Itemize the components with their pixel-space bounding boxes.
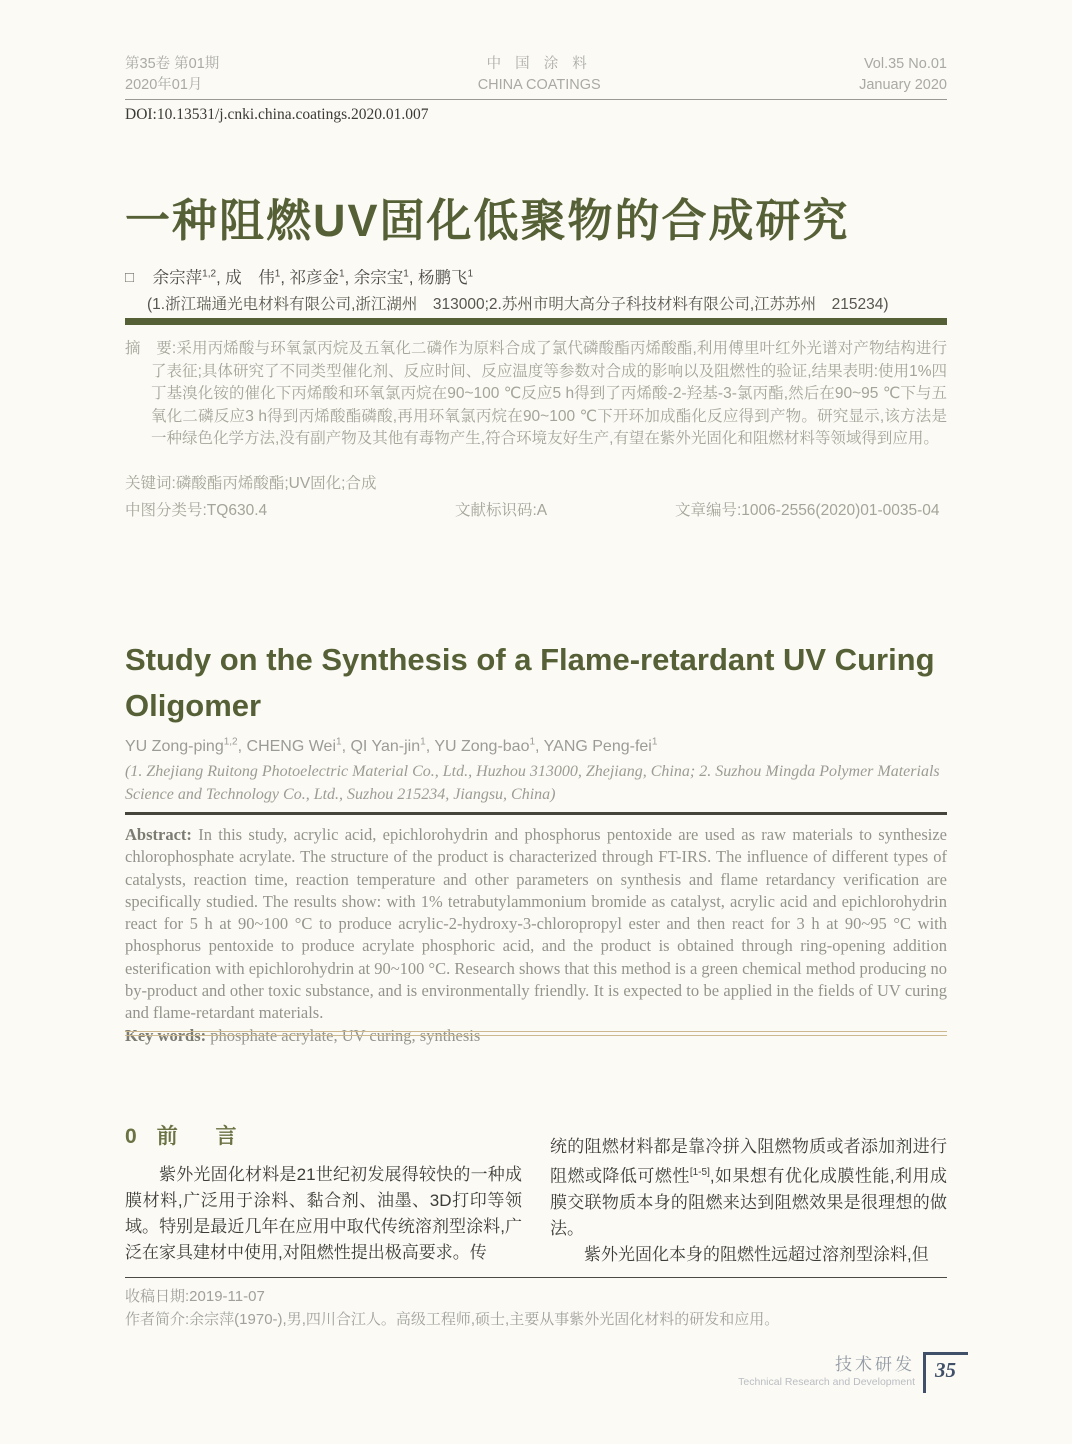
section-tag-en: Technical Research and Development: [738, 1376, 915, 1388]
author-bio: 作者简介:余宗萍(1970-),男,四川合江人。高级工程师,硕士,主要从事紫外光固化材料的研发和应用。: [125, 1311, 780, 1328]
date-cn: 2020年01月: [125, 77, 203, 93]
section-heading: [125, 1124, 522, 1150]
abstract-en-text: In this study, acrylic acid, epichlorohydrin and phosphorus pentoxide are used as raw materials to synthesize chlorophosphate acrylate. The structure of the product is characterized through FT-IRS. The influence of different types of catalysts, reaction time, reaction temperature and other parameters on synthesis and flame retardancy verification are specifically studied. The results show: with 1% tetrabutylammonium bromide as catalyst, acrylic acid and epichlorohydrin react for 5 h at 90~100 °C to produce acrylic-2-hydroxy-3-chloropropyl ester and then react for 3 h at 90~95 °C with phosphorus pentoxide to produce acrylate phosphoric acid, and the product is obtained through ring-opening addition esterification with epichlorohydrin at 90~100 °C. Research shows that this method is a green chemical method producing no by-product and other toxic substance, and is environmentally friendly. It is expected to be applied in the fields of UV curing and flame-retardant materials.: [125, 825, 947, 1023]
intro-paragraph-right: 统的阻燃材料都是靠冷拼入阻燃物质或者添加剂进行阻燃或降低可燃性[1-5],如果想有优化成膜性能,利用成膜交联物质本身的阻燃来达到阻燃效果是很理想的做法。: [550, 1137, 948, 1238]
journal-name-en: CHINA COATINGS: [477, 77, 601, 93]
title-separator-bar: [125, 318, 947, 325]
author-bullet-icon: □: [125, 269, 135, 286]
section-title: 前 言: [156, 1125, 253, 1148]
date-en: January 2020: [859, 77, 947, 93]
keywords-en-text: phosphate acrylate, UV curing, synthesis: [206, 1025, 481, 1045]
keywords-en-label: Key words:: [125, 1025, 207, 1045]
footnote-block: [125, 1285, 947, 1331]
author-en: YANG Peng-fei$^1$: [543, 737, 658, 756]
reference-marker: [1-5]: [689, 1167, 710, 1178]
section-number: 0: [125, 1125, 137, 1148]
abstract-cn-text: 采用丙烯酸与环氧氯丙烷及五氧化二磷作为原料合成了氯代磷酸酯丙烯酸酯,利用傅里叶红外光谱对产物结构进行了表征;具体研究了不同类型催化剂、反应时间、反应温度等参数对合成的影响以及阻燃性的验证,结果表明:使用1%四丁基溴化铵的催化下丙烯酸和环氧氯丙烷在90~100 ℃反应5 h得到了丙烯酸-2-羟基-3-氯丙酯,然后在90~95 ℃下与五氧化二磷反应3 h得到丙烯酸酯磷酸,再用环氧氯丙烷在90~100 ℃下开环加成酯化反应得到产物。研究显示,该方法是一种绿色化学方法,没有副产物及其他有毒物产生,符合环境友好生产,有望在紫外光固化和阻燃材料等领域得到应用。: [151, 340, 948, 447]
clc-number: 中图分类号:TQ630.4: [125, 502, 268, 519]
author-en: YU Zong-ping$^{1,2}$,: [125, 737, 247, 756]
author-cn: 成 伟$^1$,: [225, 268, 285, 287]
abstract-cn: [125, 338, 947, 451]
authors-cn: [125, 264, 947, 288]
header-divider: [125, 99, 947, 100]
intro-column-left: [125, 1122, 522, 1268]
section-tag: [738, 1352, 968, 1393]
volume-issue-cn: 第35卷 第01期: [125, 56, 220, 72]
article-title-cn: 一种阻燃UV固化低聚物的合成研究: [125, 195, 850, 246]
classification-row: [125, 498, 947, 520]
page-number: 35: [923, 1352, 968, 1393]
abstract-en: [125, 824, 947, 1025]
author-en: CHENG Wei$^1$,: [246, 737, 351, 756]
abstract-bottom-rule: [125, 1031, 947, 1036]
intro-column-right: [550, 1134, 947, 1268]
authors-en: [125, 737, 947, 756]
running-head-center: [478, 54, 601, 96]
introduction-section: [125, 1122, 947, 1268]
author-en: QI Yan-jin$^1$,: [350, 737, 435, 756]
running-head: [125, 54, 947, 96]
section-tag-cn: 技术研发: [835, 1355, 915, 1374]
received-date: 收稿日期:2019-11-07: [125, 1288, 265, 1305]
affiliation-en: (1. Zhejiang Ruitong Photoelectric Material Co., Ltd., Huzhou 313000, Zhejiang, China; 2. Suzhou Mingda Polymer Materials Science and Technology Co., Ltd., Suzhou 215234, Jiangsu, China): [125, 763, 940, 803]
article-id: 文章编号:1006-2556(2020)01-0035-04: [675, 502, 940, 519]
author-cn: 余宗萍$^{1,2}$,: [152, 268, 221, 287]
affiliation-cn: (1.浙江瑞通光电材料有限公司,浙江湖州 313000;2.苏州市明大高分子科技材料有限公司,江苏苏州 215234): [147, 296, 889, 313]
abstract-en-block: [125, 824, 947, 1047]
section-tag-labels: [738, 1352, 915, 1389]
intro-paragraph-right-2: 紫外光固化本身的阻燃性远超过溶剂型涂料,但: [584, 1244, 929, 1264]
article-title-en: Study on the Synthesis of a Flame-retardant UV Curing Oligomer: [125, 642, 935, 723]
running-head-left: [125, 54, 219, 96]
keywords-cn: [125, 471, 947, 493]
keywords-cn-text: 磷酸酯丙烯酸酯;UV固化;合成: [175, 475, 377, 492]
intro-paragraph-left: 紫外光固化材料是21世纪初发展得较快的一种成膜材料,广泛用于涂料、黏合剂、油墨、3D打印等领域。特别是最近几年在应用中取代传统溶剂型涂料,广泛在家具建材中使用,对阻燃性提出极高要求。传: [125, 1165, 522, 1262]
author-cn: 余宗宝$^1$,: [353, 268, 414, 287]
abstract-top-rule: [125, 812, 947, 815]
keywords-cn-label: 关键词:: [125, 475, 176, 492]
running-head-right: [859, 54, 947, 96]
footnote-rule: [125, 1277, 947, 1278]
document-code: 文献标识码:A: [455, 502, 548, 519]
author-cn: 祁彦金$^1$,: [289, 268, 350, 287]
abstract-en-label: Abstract:: [125, 825, 192, 844]
volume-issue-en: Vol.35 No.01: [863, 56, 947, 72]
author-en: YU Zong-bao$^1$,: [434, 737, 544, 756]
author-cn: 杨鹏飞$^1$: [418, 268, 474, 287]
doi: DOI:10.13531/j.cnki.china.coatings.2020.01.007: [125, 106, 429, 123]
journal-name-cn: 中 国 涂 料: [486, 56, 592, 72]
abstract-cn-label: 摘 要:: [125, 340, 177, 357]
